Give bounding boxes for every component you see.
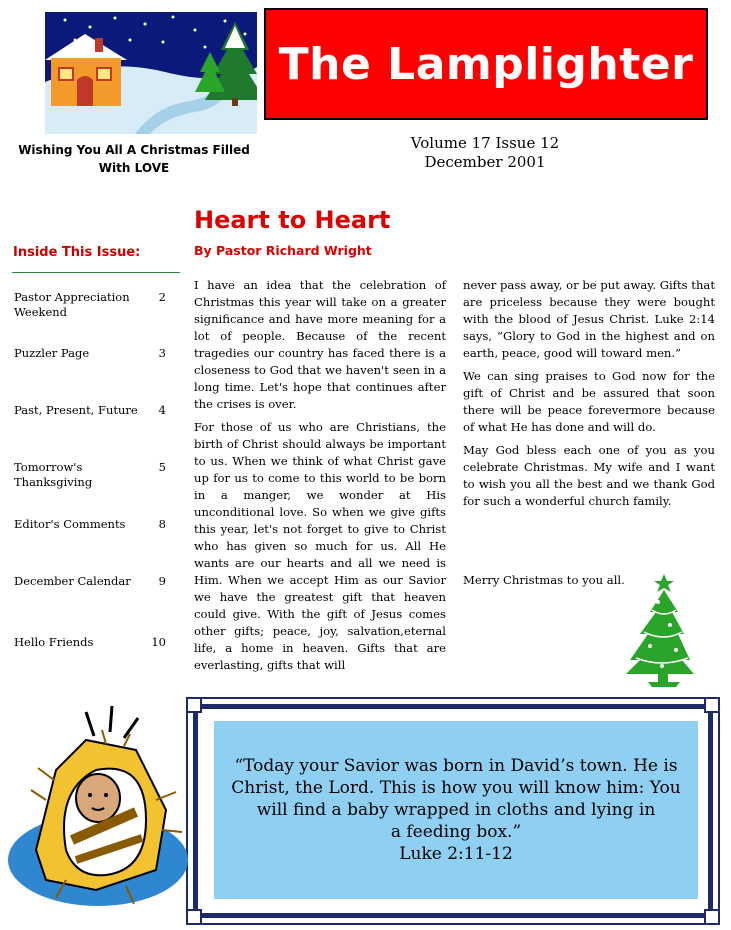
frame-corner: [186, 697, 202, 713]
verse-line: will find a baby wrapped in cloths and lying in: [256, 800, 656, 820]
wishing-line-2: With LOVE: [98, 161, 170, 175]
toc-page: 10: [151, 635, 166, 649]
article-paragraph: May God bless each one of you as you celebrate Christmas. My wife and I want to wish you all the best and we thank God for such a wonderful church family.: [463, 443, 715, 508]
volume-issue: Volume 17 Issue 12: [410, 134, 560, 152]
toc-page: 3: [158, 346, 166, 360]
toc-page: 4: [158, 403, 166, 417]
frame-corner: [704, 697, 720, 713]
wishing-line-1: Wishing You All A Christmas Filled: [18, 143, 250, 157]
toc-title: Past, Present, Future: [14, 403, 138, 417]
toc-title: Hello Friends: [14, 635, 94, 649]
toc-item[interactable]: [14, 460, 166, 490]
newsletter-title: The Lamplighter: [278, 38, 694, 90]
toc-page: 2: [158, 290, 166, 304]
christmas-tree-icon: [622, 570, 697, 688]
article-column-right: [463, 277, 715, 516]
toc-item[interactable]: [14, 403, 166, 418]
toc-page: 9: [158, 574, 166, 588]
article-paragraph: For those of us who are Christians, the birth of Christ should always be important to us. When we think of what Christ gave up for us to come to this world to be born in a manger, we wonder at His unconditional love. So when we give gifts this year, let's not forget to give to Christ who has given so much for us. All He wants are our hearts and all we need is Him. When we accept Him as our Savior we have the greatest gift that heaven could give. With the gift of Jesus comes other gifts; peace, joy, salvation,eternal life, a home in heaven. Gifts that are everlasting, gifts that will: [194, 420, 446, 672]
toc-title: Puzzler Page: [14, 346, 90, 360]
article-paragraph: We can sing praises to God now for the gift of Christ and be assured that soon there will be peace forevermore because of what He has done and will do.: [463, 369, 715, 434]
volume-info: [370, 134, 600, 172]
verse-line: “Today your Savior was born in David’s town. He is: [234, 756, 678, 776]
toc-item[interactable]: [14, 346, 166, 361]
winter-house-icon: [45, 12, 257, 134]
title-banner: [264, 8, 708, 120]
toc-title: Tomorrow's Thanksgiving: [14, 460, 93, 489]
verse-reference: Luke 2:11-12: [399, 844, 513, 864]
toc-title: Pastor Appreciation Weekend: [14, 290, 130, 319]
article-title: Heart to Heart: [194, 206, 391, 234]
article-column-left: [194, 277, 446, 680]
frame-corner: [704, 909, 720, 925]
verse-line: Christ, the Lord. This is how you will know him: You: [231, 778, 681, 798]
frame-corner: [186, 909, 202, 925]
wishing-message: [14, 141, 254, 177]
toc-page: 5: [158, 460, 166, 474]
scripture-verse: [214, 721, 698, 899]
toc-item[interactable]: [14, 635, 166, 650]
issue-date: December 2001: [424, 153, 546, 171]
baby-manger-icon: [6, 700, 188, 910]
article-paragraph: I have an idea that the celebration of Christmas this year will take on a greater significance and have more meaning for a lot of people. Because of the recent tragedies our country has faced there is a closeness to God that we haven't seen in a long time. Let's hope that continues after the crises is over.: [194, 278, 446, 411]
article-paragraph: never pass away, or be put away. Gifts that are priceless because they were bought with the blood of Jesus Christ. Luke 2:14 says, “Glory to God in the highest and on earth, peace, good will toward men.”: [463, 278, 715, 360]
article-byline: By Pastor Richard Wright: [194, 243, 372, 258]
inside-issue-heading: Inside This Issue:: [13, 245, 141, 260]
sidebar-divider: [12, 272, 180, 273]
toc-item[interactable]: [14, 290, 166, 320]
toc-item[interactable]: [14, 517, 166, 532]
verse-line: a feeding box.”: [390, 822, 522, 842]
toc-page: 8: [158, 517, 166, 531]
toc-title: December Calendar: [14, 574, 131, 588]
toc-title: Editor's Comments: [14, 517, 126, 531]
toc-item[interactable]: [14, 574, 166, 589]
closing-greeting: Merry Christmas to you all.: [463, 573, 625, 587]
